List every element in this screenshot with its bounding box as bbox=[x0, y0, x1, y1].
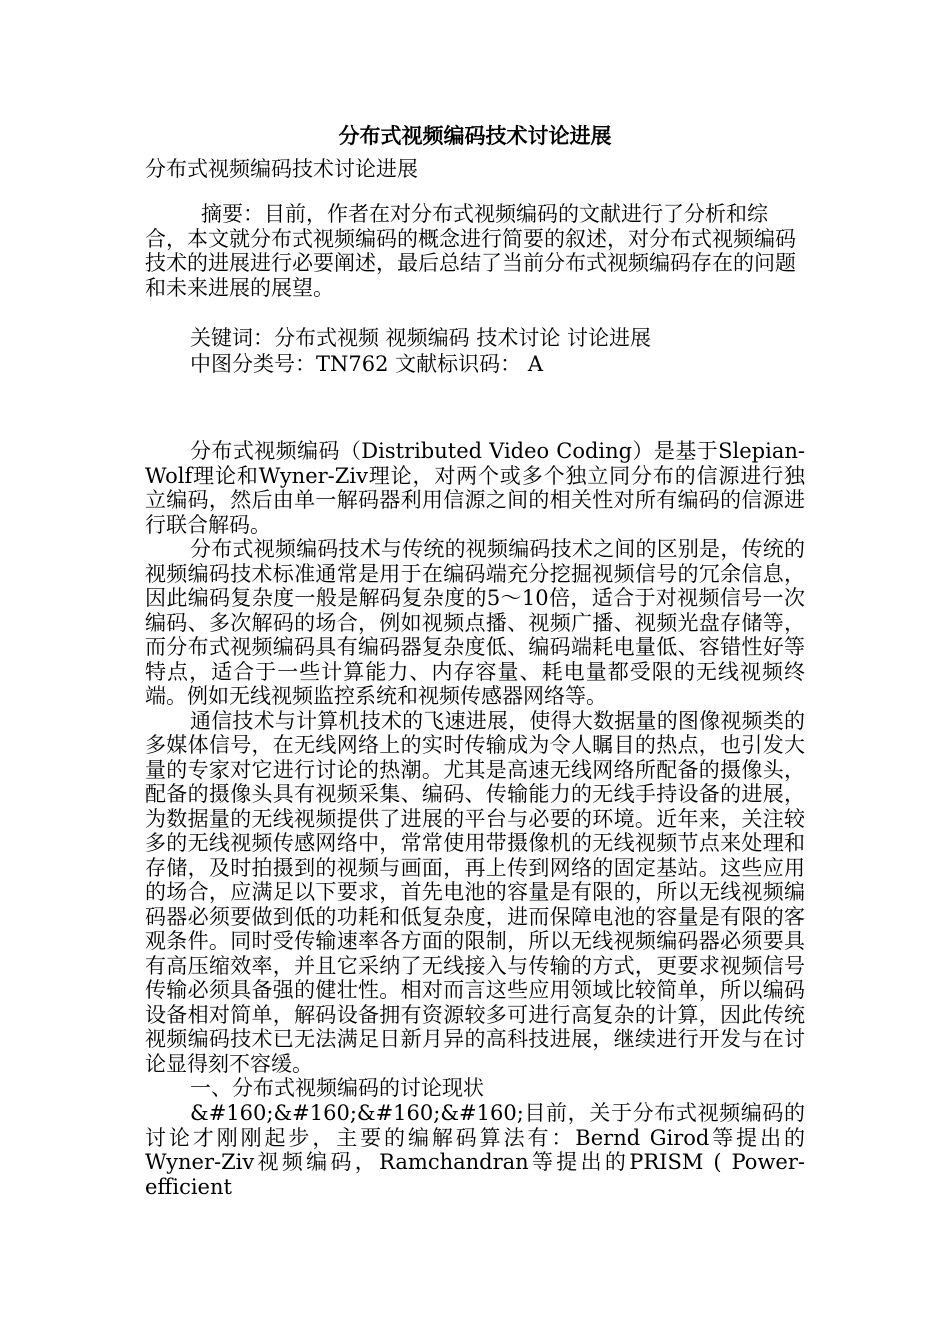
spacer bbox=[145, 300, 805, 325]
document-title: 分布式视频编码技术讨论进展 bbox=[338, 123, 612, 148]
spacer bbox=[145, 184, 805, 202]
body-paragraph-3: 通信技术与计算机技术的飞速进展，使得大数据量的图像视频类的多媒体信号，在无线网络上的实时传输成为令人瞩目的热点，也引发大量的专家对它进行讨论的热潮。尤其是高速无线网络所配备的摄像头，配备的摄像头具有视频采集、编码、传输能力的无线手持设备的进展，为数据量的无线视频提供了进展的平台与必要的环境。近年来，关注较多的无线视频传感网络中，常常使用带摄像机的无线视频节点来处理和存储，及时拍摄到的视频与画面，再上传到网络的固定基站。这些应用的场合，应满足以下要求，首先电池的容量是有限的，所以无线视频编码器必须要做到低的功耗和低复杂度，进而保障电池的容量是有限的客观条件。同时受传输速率各方面的限制，所以无线视频编码器必须要具有高压缩效率，并且它采纳了无线接入与传输的方式，更要求视频信号传输必须具备强的健壮性。相对而言这些应用领域比较简单，所以编码设备相对简单，解码设备拥有资源较多可进行高复杂的计算，因此传统视频编码技术已无法满足日新月异的高科技进展，继续进行开发与在讨论显得刻不容缓。 bbox=[145, 708, 805, 1076]
abstract-paragraph: 摘要：目前，作者在对分布式视频编码的文献进行了分析和综合，本文就分布式视频编码的概念进行简要的叙述，对分布式视频编码技术的进展进行必要阐述，最后总结了当前分布式视频编码存在的问题和未来进展的展望。 bbox=[145, 202, 796, 300]
classification-line: 中图分类号：TN762 文献标识码： A bbox=[190, 352, 543, 376]
spacer bbox=[145, 377, 805, 439]
document-subtitle: 分布式视频编码技术讨论进展 bbox=[145, 157, 418, 181]
document-page bbox=[145, 118, 805, 1199]
section-heading: 一、分布式视频编码的讨论现状 bbox=[190, 1076, 484, 1100]
section-paragraph: &#160;&#160;&#160;&#160;目前，关于分布式视频编码的讨论才刚刚起步，主要的编解码算法有：Bernd Girod等提出的Wyner-Ziv视频编码，Ramchandran等提出的PRISM ( Power-efficient bbox=[145, 1101, 805, 1199]
keywords-line: 关键词：分布式视频 视频编码 技术讨论 讨论进展 bbox=[190, 326, 652, 350]
body-paragraph-2: 分布式视频编码技术与传统的视频编码技术之间的区别是，传统的视频编码技术标准通常是用于在编码端充分挖掘视频信号的冗余信息，因此编码复杂度一般是解码复杂度的5～10倍，适合于对视频信号一次编码、多次解码的场合，例如视频点播、视频广播、视频光盘存储等，而分布式视频编码具有编码器复杂度低、编码端耗电量低、容错性好等特点，适合于一些计算能力、内存容量、耗电量都受限的无线视频终端。例如无线视频监控系统和视频传感器网络等。 bbox=[145, 537, 805, 708]
body-paragraph-1: 分布式视频编码（Distributed Video Coding）是基于Slepian-Wolf理论和Wyner-Ziv理论，对两个或多个独立同分布的信源进行独立编码，然后由单一解码器利用信源之间的相关性对所有编码的信源进行联合解码。 bbox=[145, 439, 805, 537]
